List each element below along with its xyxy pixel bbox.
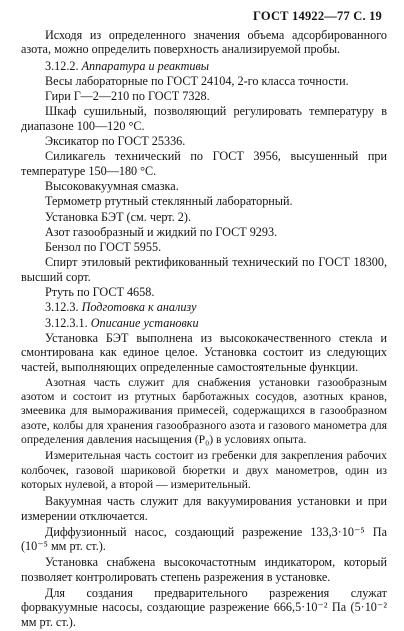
list-item: Высоковакуумная смазка. <box>45 178 179 193</box>
paragraph-indicator: Установка снабжена высокочастотным индикатором, который позволяет контролировать степень разрежения в установке. <box>21 555 387 584</box>
paragraph-diffusion-pump: Диффузионный насос, создающий разрежение 133,3·10⁻⁵ Па (10⁻⁵ мм рт. ст.). <box>21 524 387 554</box>
section-title: Аппаратура и реактивы <box>81 58 210 73</box>
section-number: 3.12.3. <box>45 300 79 315</box>
paragraph-intro: Исходя из определенного значения объема адсорбированного азота, можно определить поверхность анализируемой пробы. <box>21 28 387 57</box>
list-item: Шкаф сушильный, позволяющий регулировать температуру в диапазоне 100—120 °С. <box>21 104 387 133</box>
list-item: Азот газообразный и жидкий по ГОСТ 9293. <box>45 224 278 239</box>
section-title: Описание установки <box>90 315 199 330</box>
list-item: Силикагель технический по ГОСТ 3956, высушенный при температуре 150—180 °С. <box>21 149 387 178</box>
list-item: Спирт этиловый ректификованный технический по ГОСТ 18300, высший сорт. <box>21 255 387 284</box>
list-item: Термометр ртутный стеклянный лабораторный. <box>45 194 293 209</box>
paragraph-vacuum-part: Вакуумная часть служит для вакуумирования установки и при измерении отключается. <box>21 494 387 523</box>
section-heading-3-12-3 <box>21 300 387 314</box>
list-item: Установка БЭТ (см. черт. 2). <box>45 209 192 224</box>
section-heading-3-12-2 <box>21 59 387 73</box>
paragraph-installation: Установка БЭТ выполнена из высококачественного стекла и смонтирована как единое целое. Установка состоит из следующих частей, выполняющих определенные самостоятельные функции. <box>21 330 387 374</box>
section-heading-3-12-3-1 <box>21 316 387 330</box>
section-number: 3.12.3.1. <box>45 315 88 330</box>
section-title: Подготовка к анализу <box>81 300 197 315</box>
list-item: Эксикатор по ГОСТ 25336. <box>45 134 186 149</box>
list-item: Ртуть по ГОСТ 4658. <box>45 285 155 300</box>
paragraph-nitrogen-part: Азотная часть служит для снабжения установки газообразным азотом и состоит из ртутных барботажных сосудов, азотных кранов, змеевика для вымораживания примесей, содержащихся в газообразном азоте, колбы для хранения газообразного азота и газового манометра для определения давления насыщения (P₀) в условиях опыта. <box>21 375 387 447</box>
paragraph-measuring-part: Измерительная часть состоит из гребенки для закрепления рабочих колбочек, газовой шариковой бюретки и двух манометров, один из которых нулевой, а второй — измерительный. <box>21 449 387 491</box>
paragraph-forevacuum: Для создания предварительного разрежения служат форвакуумные насосы, создающие разрежение 666,5·10⁻² Па (5·10⁻² мм рт. ст.). <box>21 585 387 629</box>
list-item: Гири Г—2—210 по ГОСТ 7328. <box>45 89 210 104</box>
list-item: Весы лабораторные по ГОСТ 24104, 2-го класса точности. <box>45 73 349 88</box>
list-item: Бензол по ГОСТ 5955. <box>45 240 162 255</box>
section-number: 3.12.2. <box>45 58 79 73</box>
document-body <box>21 28 387 631</box>
page-header: ГОСТ 14922—77 С. 19 <box>253 9 382 23</box>
